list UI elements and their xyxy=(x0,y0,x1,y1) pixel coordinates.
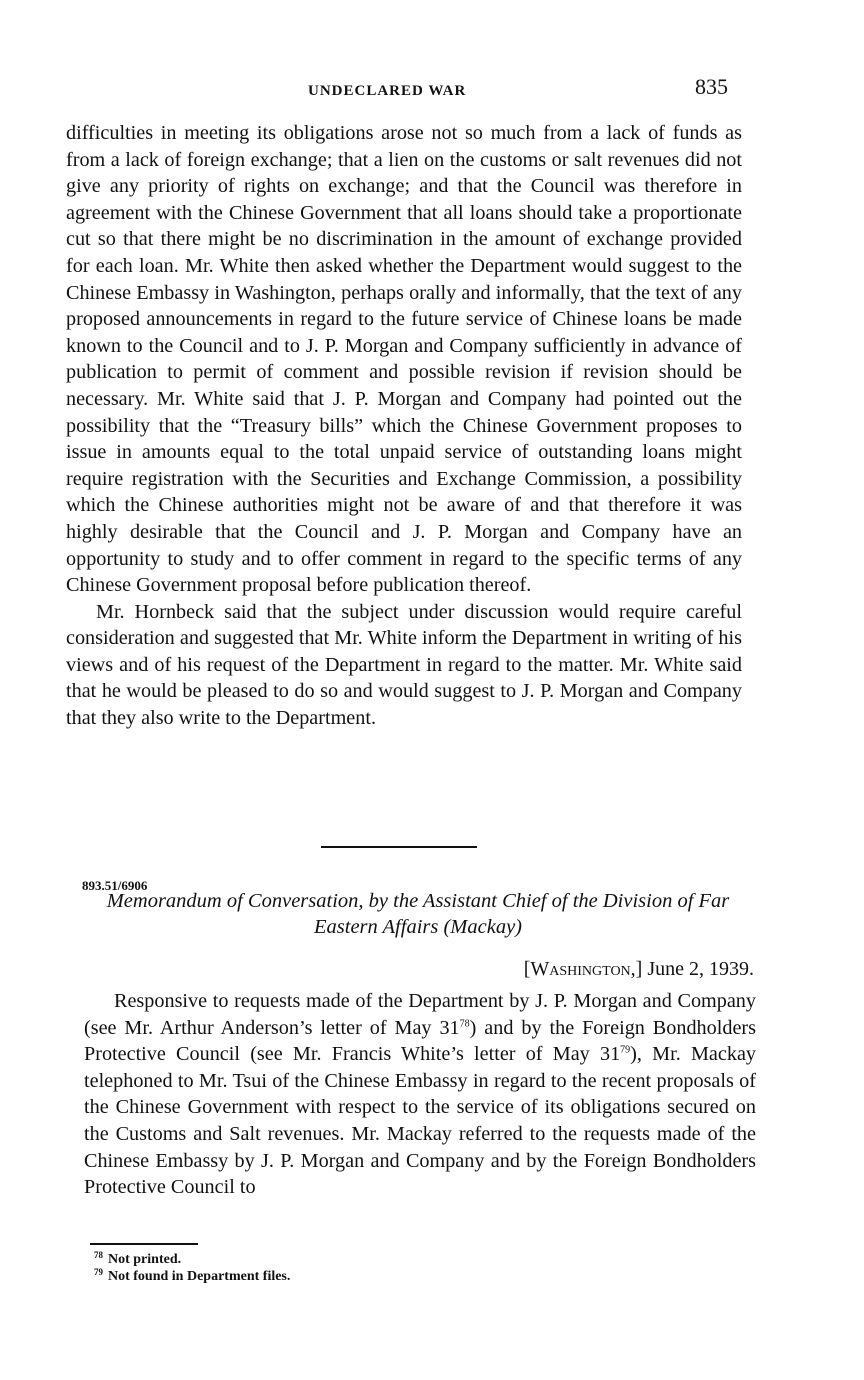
footnote-ref-79[interactable]: 79 xyxy=(620,1044,631,1056)
footnote-divider xyxy=(90,1243,198,1245)
footnote-79 xyxy=(94,1267,291,1285)
file-number: 893.51/6906 xyxy=(82,878,148,893)
body-text-part-1: Responsive to requests made of the Department by J. P. Morgan and Company (see Mr. Arthur Anderson’s letter of May 31 xyxy=(84,990,756,1039)
page-number: 835 xyxy=(695,74,728,99)
body-text-part-2: ) and by the Foreign Bondholders Protective Council (see Mr. Francis White’s letter of May 31 xyxy=(84,1016,756,1066)
footnote-mark: 78 xyxy=(94,1250,103,1260)
footnote-78 xyxy=(94,1250,290,1268)
body-text-part-3: ), Mr. Mackay telephoned to Mr. Tsui of the Chinese Embassy in regard to the recent proposals of the Chinese Government with respect to the service of its obligations secured on the Customs and Salt revenues. Mr. Mackay referred to the requests made of the Chinese Embassy by J. P. Morgan and Company and by the Foreign Bondholders Protective Council to xyxy=(84,1043,756,1199)
document-title: Memorandum of Conversation, by the Assistant Chief of the Division of Far Eastern Affairs (Mackay) xyxy=(106,890,730,938)
footnotes xyxy=(94,1250,291,1285)
dateline xyxy=(524,958,754,981)
paragraph-hornbeck: Mr. Hornbeck said that the subject under discussion would require careful consideration and suggested that Mr. White inform the Department in writing of his views and of his request of the Department in regard to the matter. Mr. White said that he would be pleased to do so and would suggest to J. P. Morgan and Company that they also write to the Department. xyxy=(66,600,742,730)
memorandum-body xyxy=(84,988,756,1201)
dateline-date: June 2, 1939. xyxy=(647,958,754,980)
running-head: UNDECLARED WAR xyxy=(308,83,467,99)
memorandum-paragraph xyxy=(84,988,756,1201)
continued-text-block xyxy=(66,120,742,732)
footnote-text: Not printed. xyxy=(108,1252,182,1267)
footnote-text: Not found in Department files. xyxy=(108,1269,291,1284)
footnote-ref-78[interactable]: 78 xyxy=(459,1017,470,1029)
footnote-mark: 79 xyxy=(94,1267,103,1277)
paragraph-continued: difficulties in meeting its obligations arose not so much from a lack of funds as from a lack of foreign exchange; that a lien on the customs or salt revenues did not give any priority of rights on exchange; and that the Council was therefore in agreement with the Chinese Government that all loans should take a proportionate cut so that there might be no discrimination in the amount of exchange provided for each loan. Mr. White then asked whether the Department would suggest to the Chinese Embassy in Washington, perhaps orally and informally, that the text of any proposed announcements in regard to the future service of Chinese loans be made known to the Council and to J. P. Morgan and Company sufficiently in advance of publication to permit of comment and possible revision if revision should be necessary. Mr. White said that J. P. Morgan and Company had pointed out the possibility that the “Treasury bills” which the Chinese Government proposes to issue in amounts equal to the total unpaid service of outstanding loans might require registration with the Securities and Exchange Commission, a possibility which the Chinese authorities might not be aware of and that therefore it was highly desirable that the Council and J. P. Morgan and Company have an opportunity to study and to offer comment in regard to the specific terms of any Chinese Government proposal before publication thereof. xyxy=(66,122,742,597)
section-divider xyxy=(321,846,477,848)
dateline-place: [Washington,] xyxy=(523,958,643,980)
